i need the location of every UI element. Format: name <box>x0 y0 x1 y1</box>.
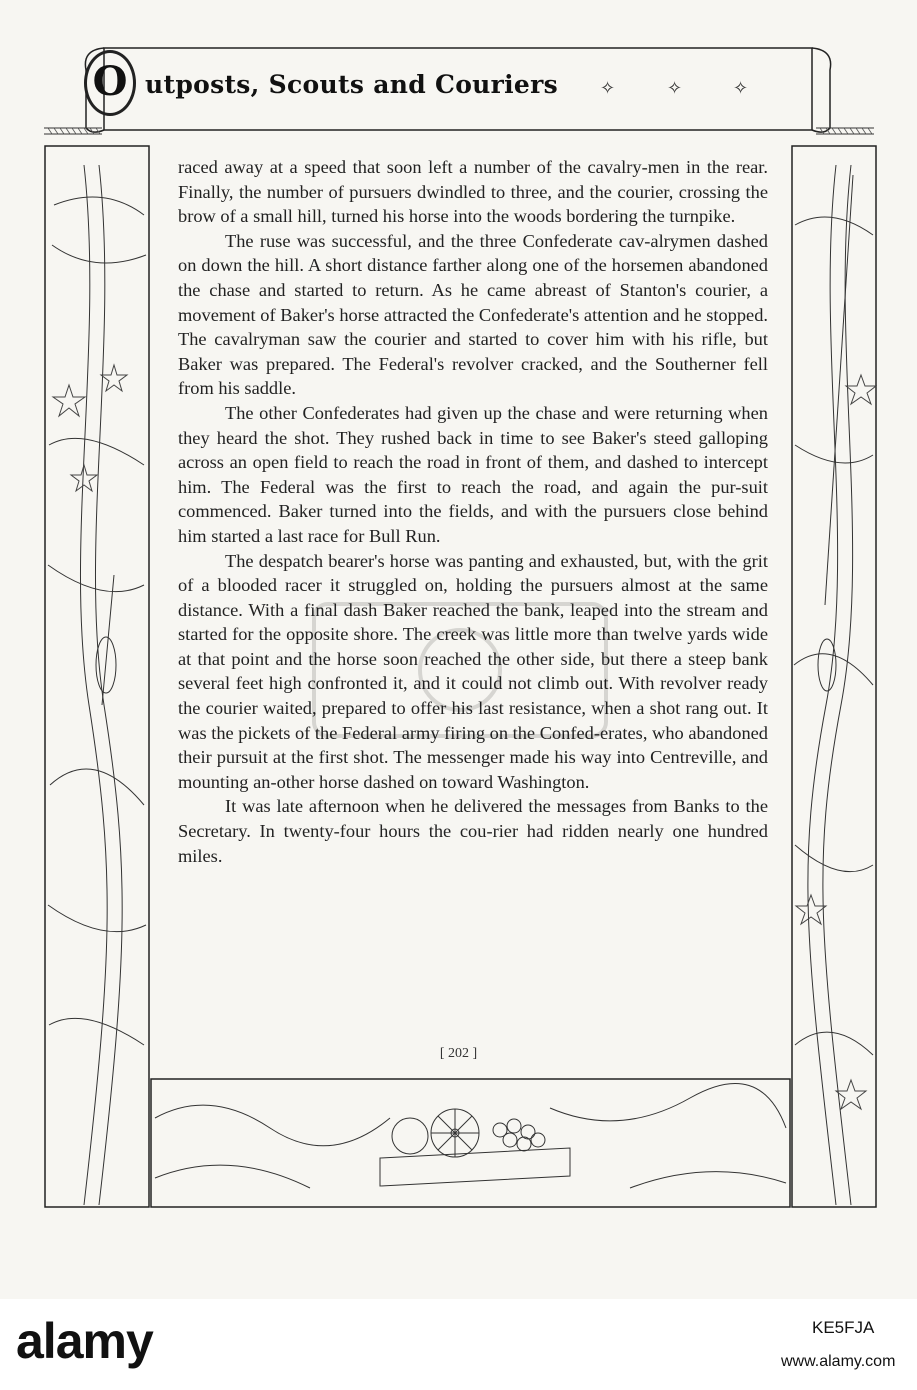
image-id-label: KE5FJA <box>812 1318 875 1337</box>
stock-logo: alamy <box>16 1313 153 1369</box>
cannon-illustration <box>150 1078 791 1208</box>
ornament-1: ✧ <box>600 78 616 99</box>
page-title: utposts, Scouts and Couriers <box>145 70 558 99</box>
paragraph-4: The despatch bearer's horse was panting and exhausted, but, with the grit of a blooded racer it struggled on, holding the pursuers almost at the same distance. With a final dash Baker reached the bank, leaped into the stream and started for the opposite shore. The creek was little more than twelve yards wide at that point and the horse soon reached the other side, but there a steep bank several feet high confronted it, and it could not climb out. With revolver ready the courier waited, prepared to offer his last resistance, when a shot rang out. It was the pickets of the Federal army firing on the Confed-erates, who abandoned their pursuit at the first shot. The messenger made his way into Centreville, and mounting an-other horse dashed on toward Washington. <box>178 550 768 792</box>
page-number: [ 202 ] <box>439 1046 478 1061</box>
paragraph-5: It was late afternoon when he delivered the messages from Banks to the Secretary. In twenty-four hours the cou-rier had ridden nearly one hundred miles. <box>178 796 768 866</box>
ornament-2: ✧ <box>667 78 683 99</box>
stock-url-label: www.alamy.com <box>781 1353 896 1370</box>
title-drop-cap: O <box>84 50 136 116</box>
bottom-cannon-vignette <box>150 1078 791 1208</box>
article-body <box>178 155 768 868</box>
watermark-stamp <box>310 600 610 740</box>
ornament-3: ✧ <box>733 78 749 99</box>
paragraph-1: raced away at a speed that soon left a number of the cavalry-men in the rear. Finally, the number of pursuers dwindled to three, and the courier, crossing the brow of a small hill, turned his horse into the woods bordering the turnpike. <box>178 157 768 227</box>
paragraph-2: The ruse was successful, and the three Confederate cav-alrymen dashed on down the hill. A short distance farther along one of the horsemen abandoned the chase and started to return. As he came abreast of Stanton's courier, a movement of Baker's horse attracted the Confederate's attention and he stopped. The cavalryman saw the courier and started to cover him with his rifle, but Baker was prepared. The Federal's revolver cracked, and the Southerner fell from his saddle. <box>178 230 768 399</box>
paragraph-3: The other Confederates had given up the chase and were returning when they heard the shot. They rushed back in time to see Baker's steed galloping across an open field to reach the road in front of them, and dashed to intercept him. The Federal was the first to reach the road, and again the pur-suit commenced. Baker turned into the fields, and with the pursuers close behind him started a last race for Bull Run. <box>178 402 768 546</box>
